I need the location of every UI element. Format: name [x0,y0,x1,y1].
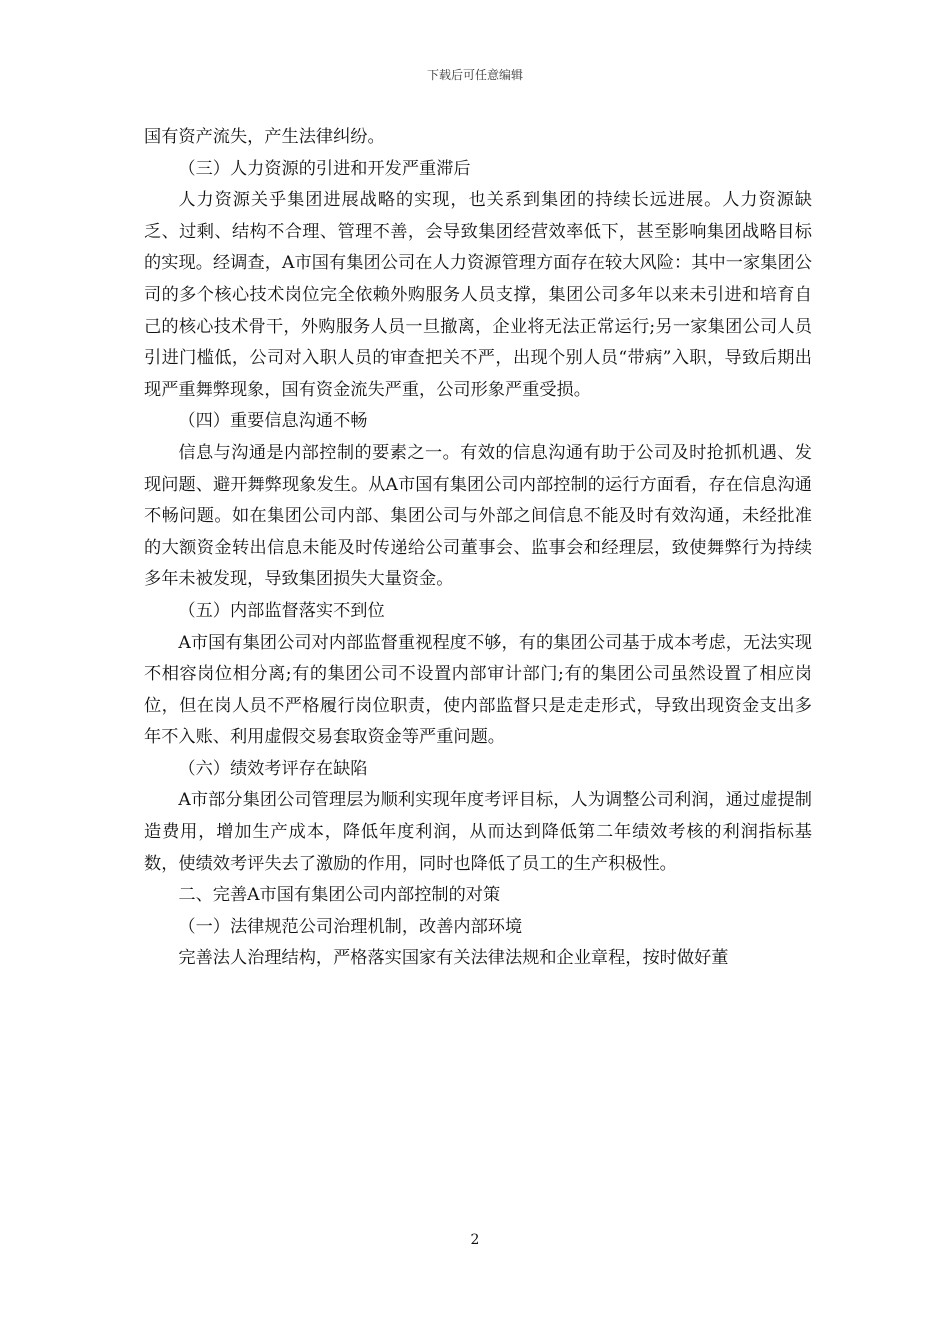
section-heading: （四）重要信息沟通不畅 [178,411,368,432]
document-body [144,122,812,975]
paragraph: A市部分集团公司管理层为顺利实现年度考评目标，人为调整公司利润，通过虚提制造费用，增加生产成本，降低年度利润，从而达到降低第二年绩效考核的利润指标基数，使绩效考评失去了激励的作用，同时也降低了员工的生产积极性。 [144,790,812,874]
paragraph: 完善法人治理结构，严格落实国家有关法律法规和企业章程，按时做好董 [178,948,729,969]
section-heading: （六）绩效考评存在缺陷 [178,758,368,779]
section-heading: （五）内部监督落实不到位 [178,600,385,621]
section-heading: （三）人力资源的引进和开发严重滞后 [178,158,471,179]
paragraph: 国有资产流失，产生法律纠纷。 [144,127,385,147]
page-number: 2 [470,1232,480,1248]
page-header: 下载后可任意编辑 [426,68,523,82]
paragraph: 人力资源关乎集团进展战略的实现，也关系到集团的持续长远进展。人力资源缺乏、过剩、结构不合理、管理不善，会导致集团经营效率低下，甚至影响集团战略目标的实现。经调查，A市国有集团公司在人力资源管理方面存在较大风险：其中一家集团公司的多个核心技术岗位完全依赖外购服务人员支撑，集团公司多年以来未引进和培育自己的核心技术骨干，外购服务人员一旦撤离，企业将无法正常运行;另一家集团公司人员引进门槛低，公司对入职人员的审查把关不严，出现个别人员“带病”入职，导致后期出现严重舞弊现象，国有资金流失严重，公司形象严重受损。 [144,190,812,400]
paragraph: A市国有集团公司对内部监督重视程度不够，有的集团公司基于成本考虑，无法实现不相容岗位相分离;有的集团公司不设置内部审计部门;有的集团公司虽然设置了相应岗位，但在岗人员不严格履行岗位职责，使内部监督只是走走形式，导致出现资金支出多年不入账、利用虚假交易套取资金等严重问题。 [144,632,812,748]
paragraph: 信息与沟通是内部控制的要素之一。有效的信息沟通有助于公司及时抢抓机遇、发现问题、避开舞弊现象发生。从A市国有集团公司内部控制的运行方面看，存在信息沟通不畅问题。如在集团公司内部、集团公司与外部之间信息不能及时有效沟通，未经批准的大额资金转出信息未能及时传递给公司董事会、监事会和经理层，致使舞弊行为持续多年未被发现，导致集团损失大量资金。 [144,442,812,590]
chapter-heading: 二、完善A市国有集团公司内部控制的对策 [178,885,501,906]
section-heading: （一）法律规范公司治理机制，改善内部环境 [178,916,523,937]
